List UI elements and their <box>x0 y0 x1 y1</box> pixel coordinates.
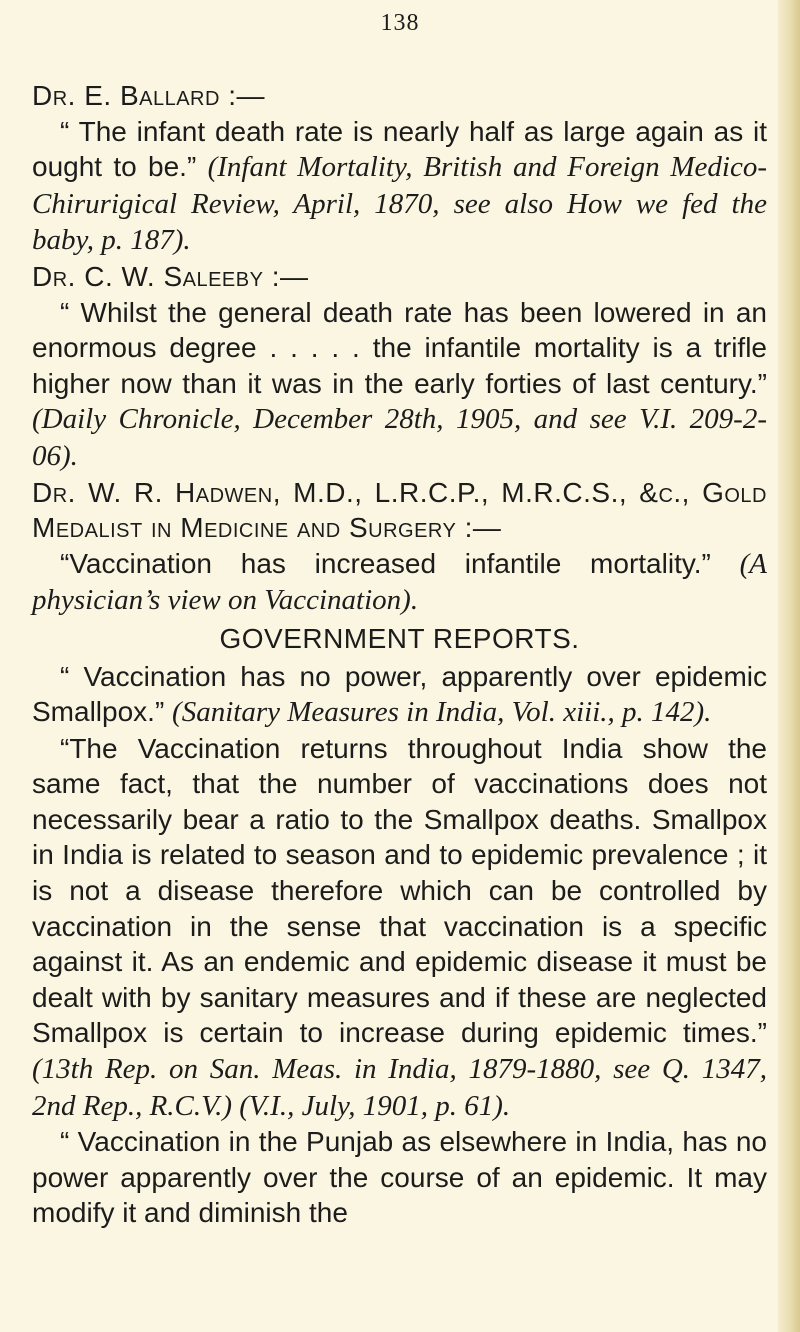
author-heading: Dr. E. Ballard :— <box>32 80 266 111</box>
quote-paragraph <box>32 295 767 475</box>
author-heading: Dr. W. R. Hadwen, M.D., L.R.C.P., M.R.C.S., &c., Gold Medalist in Medicine and Surgery :— <box>32 476 767 544</box>
quote-paragraph <box>32 546 767 619</box>
citation: (Daily Chronicle, December 28th, 1905, and see V.I. 209-2-06). <box>32 403 767 472</box>
page-number: 138 <box>380 10 420 36</box>
section-heading: GOVERNMENT REPORTS. <box>219 622 580 654</box>
quote-text: “The Vaccination returns throughout India show the same fact, that the number of vaccinations does not necessarily bear a ratio to the Smallpox deaths. Smallpox in India is related to season and to epidemic prevalence ; it is not a disease therefore which can be controlled by vaccination in the sense that vaccination is a specific against it. As an endemic and epidemic disease it must be dealt with by sanitary measures and if these are neglected Smallpox is certain to increase during epidemic times.” <box>32 732 767 1049</box>
quote-text: “ Vaccination in the Punjab as elsewhere in India, has no power apparently over the course of an epidemic. It may modify it and diminish the <box>32 1126 767 1229</box>
citation: (Sanitary Measures in India, Vol. xiii., p. 142). <box>172 696 712 729</box>
quote-text: “ Vaccination has no power, apparently over epidemic Smallpox.” <box>32 660 767 728</box>
citation: (Infant Mortality, British and Foreign Medico-Chirurigical Review, April, 1870, see also How we fed the baby, p. 187). <box>32 151 767 257</box>
quote-text: “ The infant death rate is nearly half as large again as it ought to be.” <box>32 115 767 183</box>
quote-text: “ Whilst the general death rate has been lowered in an enormous degree . . . . . the infantile mortality is a trifle higher now than it was in the early forties of last century.” <box>32 296 767 399</box>
author-heading: Dr. C. W. Saleeby :— <box>32 260 309 292</box>
citation: (13th Rep. on San. Meas. in India, 1879-1880, see Q. 1347, 2nd Rep., R.C.V.) (V.I., July, 1901, p. 61). <box>32 1053 767 1122</box>
citation: (A physician’s view on Vaccination). <box>32 547 767 617</box>
body-text <box>32 78 767 1231</box>
page-edge-shadow <box>778 0 800 1332</box>
quote-paragraph <box>32 1124 767 1231</box>
quote-paragraph <box>32 731 767 1125</box>
quote-text: “Vaccination has increased infantile mortality.” <box>60 547 740 579</box>
quote-paragraph <box>32 114 767 259</box>
quote-paragraph <box>32 659 767 731</box>
